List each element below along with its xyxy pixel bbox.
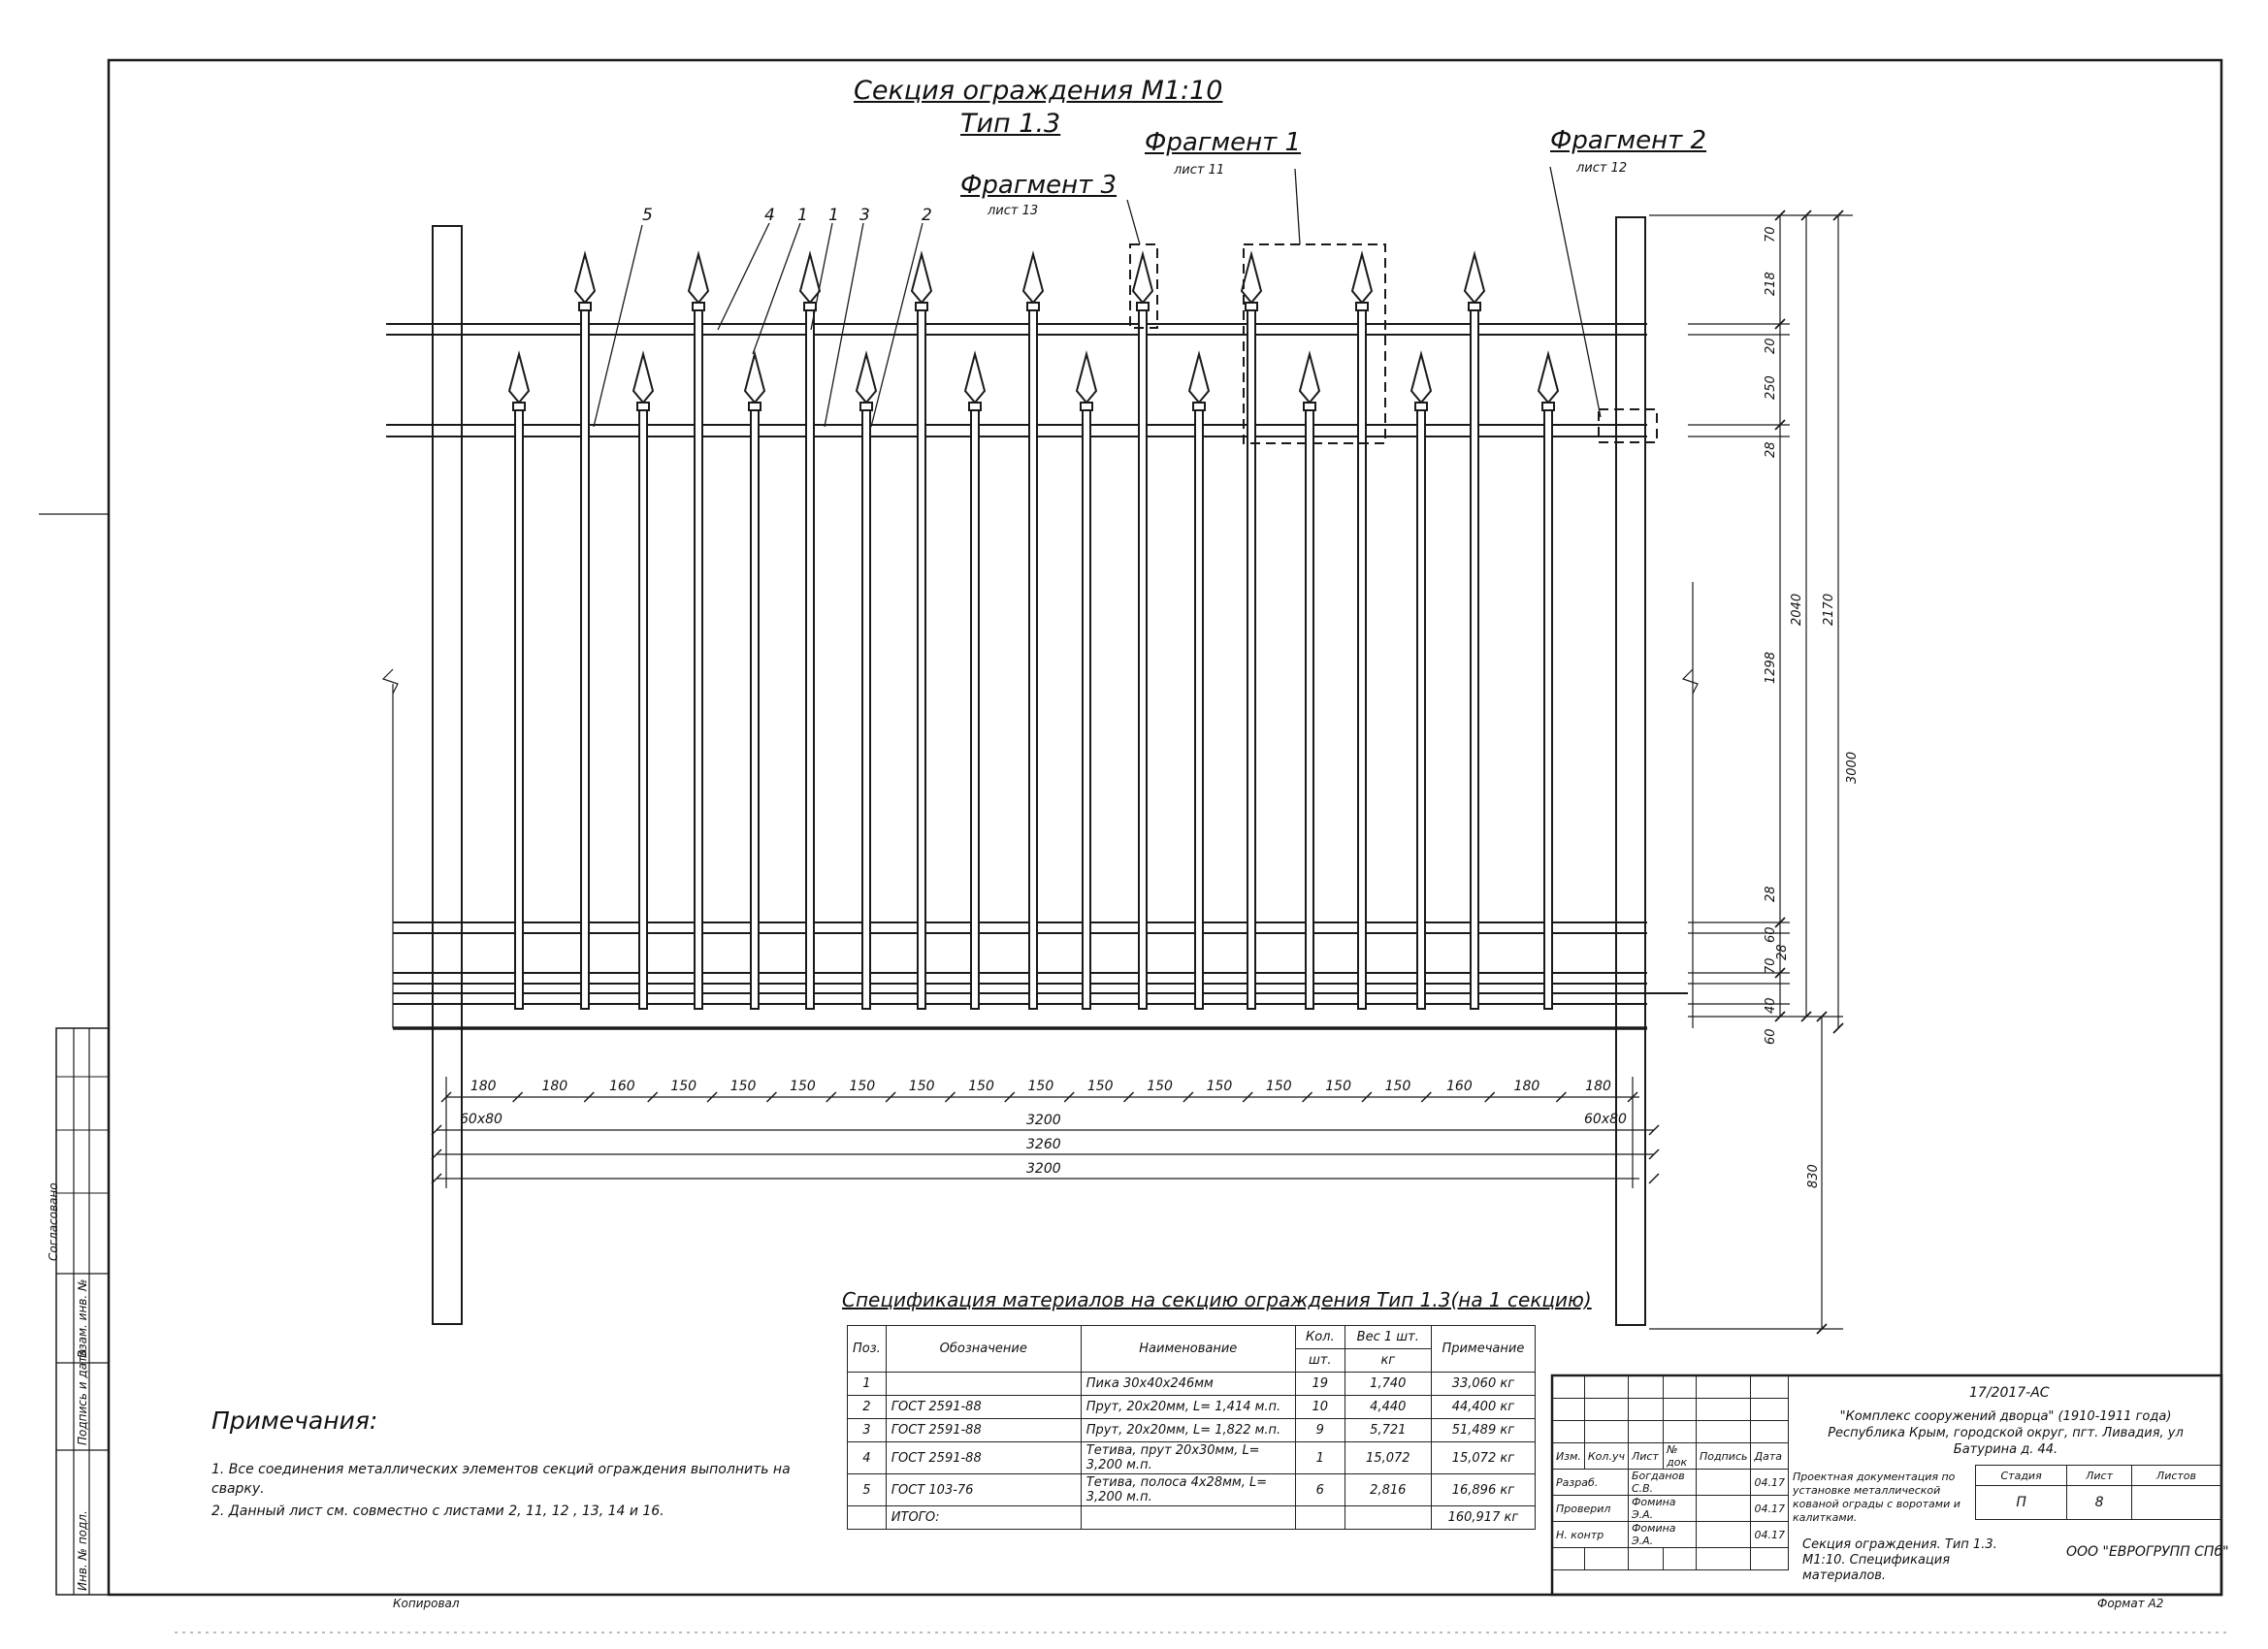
spec-cell-name: Тетива, прут 20x30мм, L= 3,200 м.п.: [1081, 1442, 1295, 1474]
tb-copied: Копировал: [393, 1597, 460, 1610]
picket-bar: [1358, 310, 1366, 1009]
picket-collar: [1246, 303, 1257, 310]
spec-cell-weight: 2,816: [1345, 1474, 1431, 1506]
picket-spear: [1465, 254, 1484, 303]
picket-spear: [912, 254, 931, 303]
title-block-left: [1552, 1375, 1789, 1570]
picket-bar: [1247, 310, 1255, 1009]
spec-cell-name: Тетива, полоса 4x28мм, L= 3,200 м.п.: [1081, 1474, 1295, 1506]
vdim-830: 830: [1806, 1164, 1821, 1188]
vdim-70b: 70: [1764, 957, 1778, 974]
picket-collar: [1415, 403, 1427, 410]
tb-col-header: Лист: [1628, 1443, 1663, 1470]
vdim-40: 40: [1764, 997, 1778, 1014]
fragment-2-label: Фрагмент 2: [1550, 126, 1707, 155]
bottom-dim: 150: [1086, 1079, 1114, 1094]
picket-collar: [1469, 303, 1480, 310]
spec-h-weight: Вес 1 шт.: [1345, 1326, 1431, 1349]
note-2: 2. Данный лист см. совместно с листами 2, 11, 12 , 13, 14 и 16.: [211, 1504, 664, 1519]
tb-role-row: [1553, 1496, 1789, 1522]
tb-date: 04.17: [1751, 1522, 1789, 1548]
picket-spear: [800, 254, 820, 303]
bottom-dim: 180: [541, 1079, 568, 1094]
picket-spear: [1077, 354, 1096, 403]
stage-h-sheets: Листов: [2131, 1466, 2220, 1486]
picket-bar: [1471, 310, 1478, 1009]
spec-cell-pos: 2: [848, 1396, 887, 1419]
spec-table: [847, 1325, 1536, 1530]
picket-bar: [515, 410, 523, 1009]
spec-h-qty: Кол.: [1295, 1326, 1345, 1349]
dim-post-left: 60x80: [460, 1112, 502, 1127]
spec-cell-designation: ГОСТ 2591-88: [886, 1442, 1081, 1474]
spec-h-note: Примечание: [1431, 1326, 1535, 1373]
spec-cell-name: Прут, 20x20мм, L= 1,414 м.п.: [1081, 1396, 1295, 1419]
tb-project: "Комплекс сооружений дворца" (1910-1911 года) Республика Крым, городской округ, пгт. Ливадия, ул Батурина д. 44.: [1828, 1409, 2184, 1457]
picket-spear: [633, 354, 653, 403]
picket-bar: [1544, 410, 1552, 1009]
spec-cell-name: Пика 30x40x246мм: [1081, 1373, 1295, 1396]
drawing-subtitle: Тип 1.3: [960, 109, 1061, 139]
spec-cell-note: 44,400 кг: [1431, 1396, 1535, 1419]
tb-signature: [1697, 1496, 1751, 1522]
picket-collar: [1356, 303, 1368, 310]
vdim-3000: 3000: [1845, 751, 1860, 784]
stamp-inv: Инв. № подл.: [76, 1510, 89, 1591]
fragment-3-sheet: лист 13: [988, 204, 1039, 218]
fragment-2-sheet: лист 12: [1576, 161, 1628, 176]
callout-1a: 1: [797, 206, 808, 225]
picket-bar: [639, 410, 647, 1009]
spec-cell-name: Прут, 20x20мм, L= 1,822 м.п.: [1081, 1419, 1295, 1442]
picket-bar: [1029, 310, 1037, 1009]
spec-cell-note: 33,060 кг: [1431, 1373, 1535, 1396]
picket-collar: [1027, 303, 1039, 310]
dim-3200-b: 3200: [1026, 1161, 1061, 1177]
bottom-dim: 180: [470, 1079, 497, 1094]
bottom-dim: 150: [1265, 1079, 1292, 1094]
picket-collar: [579, 303, 591, 310]
picket-bar: [1306, 410, 1313, 1009]
bottom-dim: 160: [608, 1079, 635, 1094]
picket-bar: [1083, 410, 1090, 1009]
picket-collar: [1137, 303, 1149, 310]
spec-cell-pos: 4: [848, 1442, 887, 1474]
stamp-agreed: Согласовано: [47, 1182, 60, 1261]
spec-cell-designation: ГОСТ 103-76: [886, 1474, 1081, 1506]
picket-collar: [860, 403, 872, 410]
picket-spear: [1352, 254, 1372, 303]
vdim-60: 60: [1764, 926, 1778, 943]
spec-cell-qty: 1: [1295, 1442, 1345, 1474]
tb-date: 04.17: [1751, 1496, 1789, 1522]
bottom-dim: 150: [729, 1079, 757, 1094]
spec-row: [848, 1419, 1536, 1442]
picket-spear: [745, 354, 764, 403]
spec-h-designation: Обозначение: [886, 1326, 1081, 1373]
picket-spear: [689, 254, 708, 303]
picket-bar: [918, 310, 925, 1009]
bottom-dim: 180: [1585, 1079, 1611, 1094]
picket-spear: [1189, 354, 1209, 403]
spec-row: [848, 1442, 1536, 1474]
tb-code: 17/2017-АС: [1969, 1385, 2050, 1401]
tb-org: ООО "ЕВРОГРУПП СПб": [2066, 1544, 2229, 1560]
drawing-title: Секция ограждения М1:10: [854, 76, 1223, 106]
picket-spear: [509, 354, 529, 403]
spec-h-weight-unit: кг: [1345, 1349, 1431, 1373]
spec-cell-pos: 1: [848, 1373, 887, 1396]
tb-role: Проверил: [1553, 1496, 1629, 1522]
spec-cell-weight: 4,440: [1345, 1396, 1431, 1419]
spec-cell-qty: 10: [1295, 1396, 1345, 1419]
picket-bar: [1139, 310, 1147, 1009]
picket-collar: [693, 303, 704, 310]
bottom-dim: 150: [908, 1079, 935, 1094]
sheets-total: [2131, 1486, 2220, 1520]
spec-h-name: Наименование: [1081, 1326, 1295, 1373]
picket-spear: [1133, 254, 1152, 303]
spec-total: 160,917 кг: [1431, 1506, 1535, 1530]
picket-collar: [804, 303, 816, 310]
bottom-dim: 150: [849, 1079, 876, 1094]
fragment-1-sheet: лист 11: [1174, 163, 1225, 178]
dim-post-right: 60x80: [1584, 1112, 1627, 1127]
spec-title: Спецификация материалов на секцию ограждения Тип 1.3(на 1 секцию): [842, 1288, 1592, 1311]
vdim-20: 20: [1764, 338, 1778, 354]
spec-cell-qty: 6: [1295, 1474, 1345, 1506]
tb-col-header: Дата: [1751, 1443, 1789, 1470]
stage-value: П: [1976, 1486, 2067, 1520]
bottom-dim: 150: [1325, 1079, 1351, 1094]
dim-3260: 3260: [1026, 1137, 1061, 1152]
spec-cell-note: 16,896 кг: [1431, 1474, 1535, 1506]
bottom-dim: 150: [968, 1079, 994, 1094]
callout-4: 4: [764, 206, 775, 225]
spec-row: [848, 1373, 1536, 1396]
tb-col-header: № док: [1664, 1443, 1697, 1470]
tb-role: Разраб.: [1553, 1470, 1629, 1496]
dim-3200-a: 3200: [1026, 1113, 1061, 1128]
fragment-3-label: Фрагмент 3: [960, 171, 1118, 200]
spec-cell-weight: 1,740: [1345, 1373, 1431, 1396]
vdim-28c: 28: [1775, 944, 1790, 960]
spec-cell-weight: 5,721: [1345, 1419, 1431, 1442]
tb-sheet-title: Секция ограждения. Тип 1.3. М1:10. Спецификация материалов.: [1802, 1537, 1997, 1583]
callout-1b: 1: [828, 206, 839, 225]
vdim-28b: 28: [1764, 886, 1778, 902]
callout-5: 5: [642, 206, 653, 225]
bottom-dim: 150: [1027, 1079, 1054, 1094]
picket-spear: [965, 354, 985, 403]
spec-cell-pos: 3: [848, 1419, 887, 1442]
picket-collar: [1193, 403, 1205, 410]
picket-spear: [1411, 354, 1431, 403]
picket-spear: [1023, 254, 1043, 303]
vdim-1298: 1298: [1764, 651, 1778, 684]
tb-person: Фомина Э.А.: [1628, 1522, 1696, 1548]
note-1: 1. Все соединения металлических элементов секций ограждения выполнить на сварку.: [211, 1462, 791, 1497]
post-right: [1616, 217, 1645, 1325]
spec-cell-weight: 15,072: [1345, 1442, 1431, 1474]
stage-table: [1975, 1465, 2221, 1520]
bottom-dim: 160: [1446, 1079, 1473, 1094]
stage-h-sheet: Лист: [2067, 1466, 2132, 1486]
picket-bar: [971, 410, 979, 1009]
callout-2: 2: [922, 206, 932, 225]
spec-row: [848, 1396, 1536, 1419]
tb-signature: [1697, 1522, 1751, 1548]
sheet-no: 8: [2067, 1486, 2132, 1520]
vdim-2040: 2040: [1790, 593, 1804, 626]
spec-cell-note: 51,489 кг: [1431, 1419, 1535, 1442]
picket-collar: [637, 403, 649, 410]
spec-cell-designation: [886, 1373, 1081, 1396]
spec-cell-designation: ГОСТ 2591-88: [886, 1419, 1081, 1442]
bottom-dim: 150: [1147, 1079, 1173, 1094]
bottom-dim: 150: [1384, 1079, 1411, 1094]
tb-col-header: Изм.: [1553, 1443, 1585, 1470]
picket-bar: [581, 310, 589, 1009]
spec-cell-note: 15,072 кг: [1431, 1442, 1535, 1474]
picket-bar: [862, 410, 870, 1009]
picket-spear: [1539, 354, 1558, 403]
vdim-60b: 60: [1764, 1028, 1778, 1045]
picket-spear: [1300, 354, 1319, 403]
spec-h-qty-unit: шт.: [1295, 1349, 1345, 1373]
post-left: [433, 226, 462, 1324]
vdim-70: 70: [1764, 226, 1778, 242]
picket-bar: [751, 410, 759, 1009]
callout-3: 3: [859, 206, 870, 225]
spec-cell-qty: 9: [1295, 1419, 1345, 1442]
tb-col-header: Подпись: [1697, 1443, 1751, 1470]
tb-signature: [1697, 1470, 1751, 1496]
fragment-1-label: Фрагмент 1: [1145, 128, 1302, 157]
picket-spear: [575, 254, 595, 303]
picket-collar: [916, 303, 927, 310]
stage-h-stage: Стадия: [1976, 1466, 2067, 1486]
tb-doc-desc: Проектная документация по установке металлической кованой ограды с воротами и калитками.: [1793, 1471, 1960, 1524]
spec-h-pos: Поз.: [848, 1326, 887, 1373]
vdim-2170: 2170: [1822, 593, 1836, 626]
spec-cell-pos: 5: [848, 1474, 887, 1506]
tb-col-header: Кол.уч: [1584, 1443, 1628, 1470]
vdim-218: 218: [1764, 272, 1778, 296]
spec-row: [848, 1474, 1536, 1506]
picket-bar: [806, 310, 814, 1009]
vdim-250: 250: [1764, 375, 1778, 400]
picket-bar: [695, 310, 702, 1009]
notes-heading: Примечания:: [211, 1406, 378, 1435]
tb-person: Фомина Э.А.: [1628, 1496, 1696, 1522]
bottom-dim: 180: [1513, 1079, 1540, 1094]
picket-collar: [969, 403, 981, 410]
bottom-dim: 150: [670, 1079, 697, 1094]
spec-cell-qty: 19: [1295, 1373, 1345, 1396]
bottom-dim: 150: [1206, 1079, 1233, 1094]
tb-role-row: [1553, 1522, 1789, 1548]
tb-role-row: [1553, 1470, 1789, 1496]
picket-spear: [857, 354, 876, 403]
picket-collar: [1304, 403, 1315, 410]
stamp-replace: Взам. инв. №: [76, 1278, 89, 1358]
vdim-28: 28: [1764, 441, 1778, 458]
stamp-sign: Подпись и дата: [76, 1348, 89, 1445]
bottom-dim: 150: [790, 1079, 816, 1094]
tb-date: 04.17: [1751, 1470, 1789, 1496]
picket-collar: [1542, 403, 1554, 410]
tb-format: Формат А2: [2097, 1597, 2164, 1610]
spec-total-label: ИТОГО:: [886, 1506, 1081, 1530]
picket-bar: [1417, 410, 1425, 1009]
tb-person: Богданов С.В.: [1628, 1470, 1696, 1496]
picket-bar: [1195, 410, 1203, 1009]
picket-collar: [513, 403, 525, 410]
picket-collar: [1081, 403, 1092, 410]
picket-collar: [749, 403, 761, 410]
spec-cell-designation: ГОСТ 2591-88: [886, 1396, 1081, 1419]
tb-role: Н. контр: [1553, 1522, 1629, 1548]
